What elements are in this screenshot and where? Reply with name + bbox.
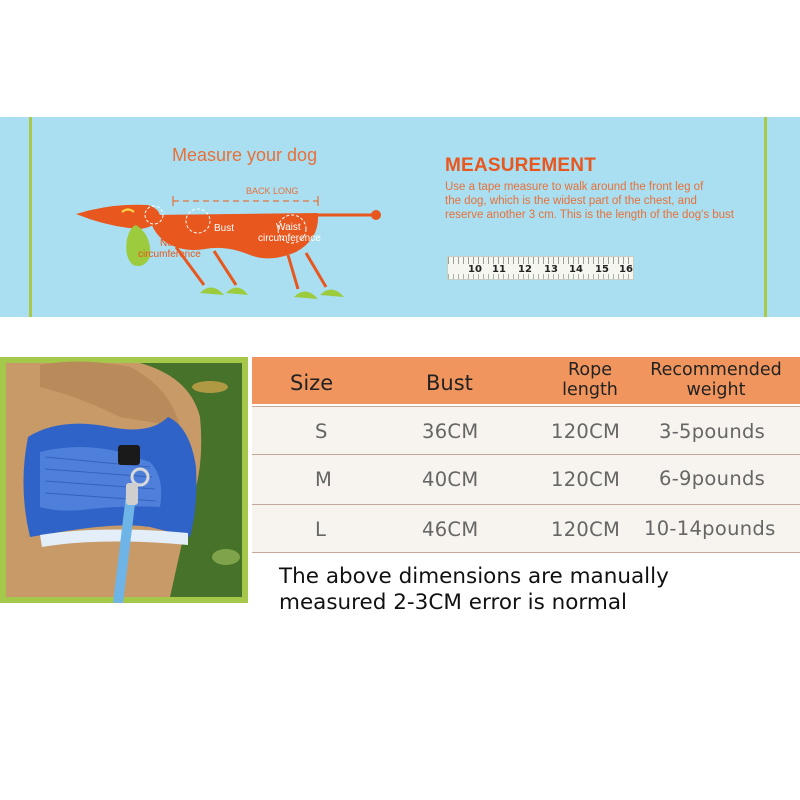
cell-bust: 36CM — [422, 420, 479, 443]
cell-size: L — [315, 518, 327, 541]
header-bust: Bust — [426, 371, 473, 395]
instruction-line: Use a tape measure to walk around the front leg of — [445, 181, 704, 193]
cell-rope-length: 120CM — [551, 518, 621, 541]
measurement-panel — [0, 117, 800, 317]
dog-paw — [294, 291, 318, 299]
disclaimer-line1: The above dimensions are manually — [279, 564, 669, 589]
dog-measurement-diagram — [0, 117, 440, 317]
tape-number: 13 — [544, 264, 558, 275]
dog-paw — [200, 287, 224, 295]
cell-rope-length: 120CM — [551, 420, 621, 443]
tape-number: 10 — [468, 264, 482, 275]
header-weight-line1: Recommended — [650, 360, 782, 380]
waist-label-line2: circumference — [258, 233, 321, 244]
cell-bust: 46CM — [422, 518, 479, 541]
table-row — [252, 454, 800, 505]
table-row — [252, 504, 800, 553]
cell-weight: 6-9pounds — [659, 467, 766, 490]
harness-buckle — [118, 445, 140, 465]
dog-paw — [226, 287, 248, 295]
right-divider — [764, 117, 767, 317]
header-rope-line2: length — [562, 380, 618, 400]
table-row — [252, 406, 800, 457]
table-header — [252, 357, 800, 404]
cell-size: M — [315, 468, 333, 491]
instruction-line: reserve another 3 cm. This is the length of the dog's bust — [445, 209, 735, 221]
cell-bust: 40CM — [422, 468, 479, 491]
header-weight-line2: weight — [686, 380, 746, 400]
disclaimer-line2: measured 2-3CM error is normal — [279, 590, 627, 615]
dog-paw — [320, 289, 344, 297]
instruction-line: the dog, which is the widest part of the chest, and — [445, 195, 697, 207]
tape-number: 15 — [595, 264, 609, 275]
tape-number: 12 — [518, 264, 532, 275]
back-long-label: BACK LONG — [246, 186, 299, 196]
tape-number: 16 — [619, 264, 633, 275]
neck-label-line1: Neck — [160, 238, 183, 249]
header-recommended-weight — [645, 360, 787, 400]
header-rope-line1: Rope — [568, 360, 612, 380]
tape-number: 14 — [569, 264, 583, 275]
tape-number: 11 — [492, 264, 506, 275]
dog-harness-photo — [0, 357, 248, 603]
neck-label-line2: circumference — [138, 249, 201, 260]
measurement-disclaimer — [279, 564, 669, 616]
cell-weight: 10-14pounds — [644, 517, 776, 540]
header-rope-length — [550, 360, 630, 400]
header-size: Size — [290, 371, 334, 395]
bust-label: Bust — [214, 223, 235, 234]
tape-measure — [447, 256, 634, 280]
waist-label-line1: Waist — [276, 222, 301, 233]
cell-size: S — [315, 420, 328, 443]
cell-weight: 3-5pounds — [659, 420, 766, 443]
cell-rope-length: 120CM — [551, 468, 621, 491]
size-chart-table — [252, 357, 800, 553]
measurement-heading: MEASUREMENT — [445, 155, 597, 176]
measure-your-dog-title: Measure your dog — [172, 145, 318, 165]
